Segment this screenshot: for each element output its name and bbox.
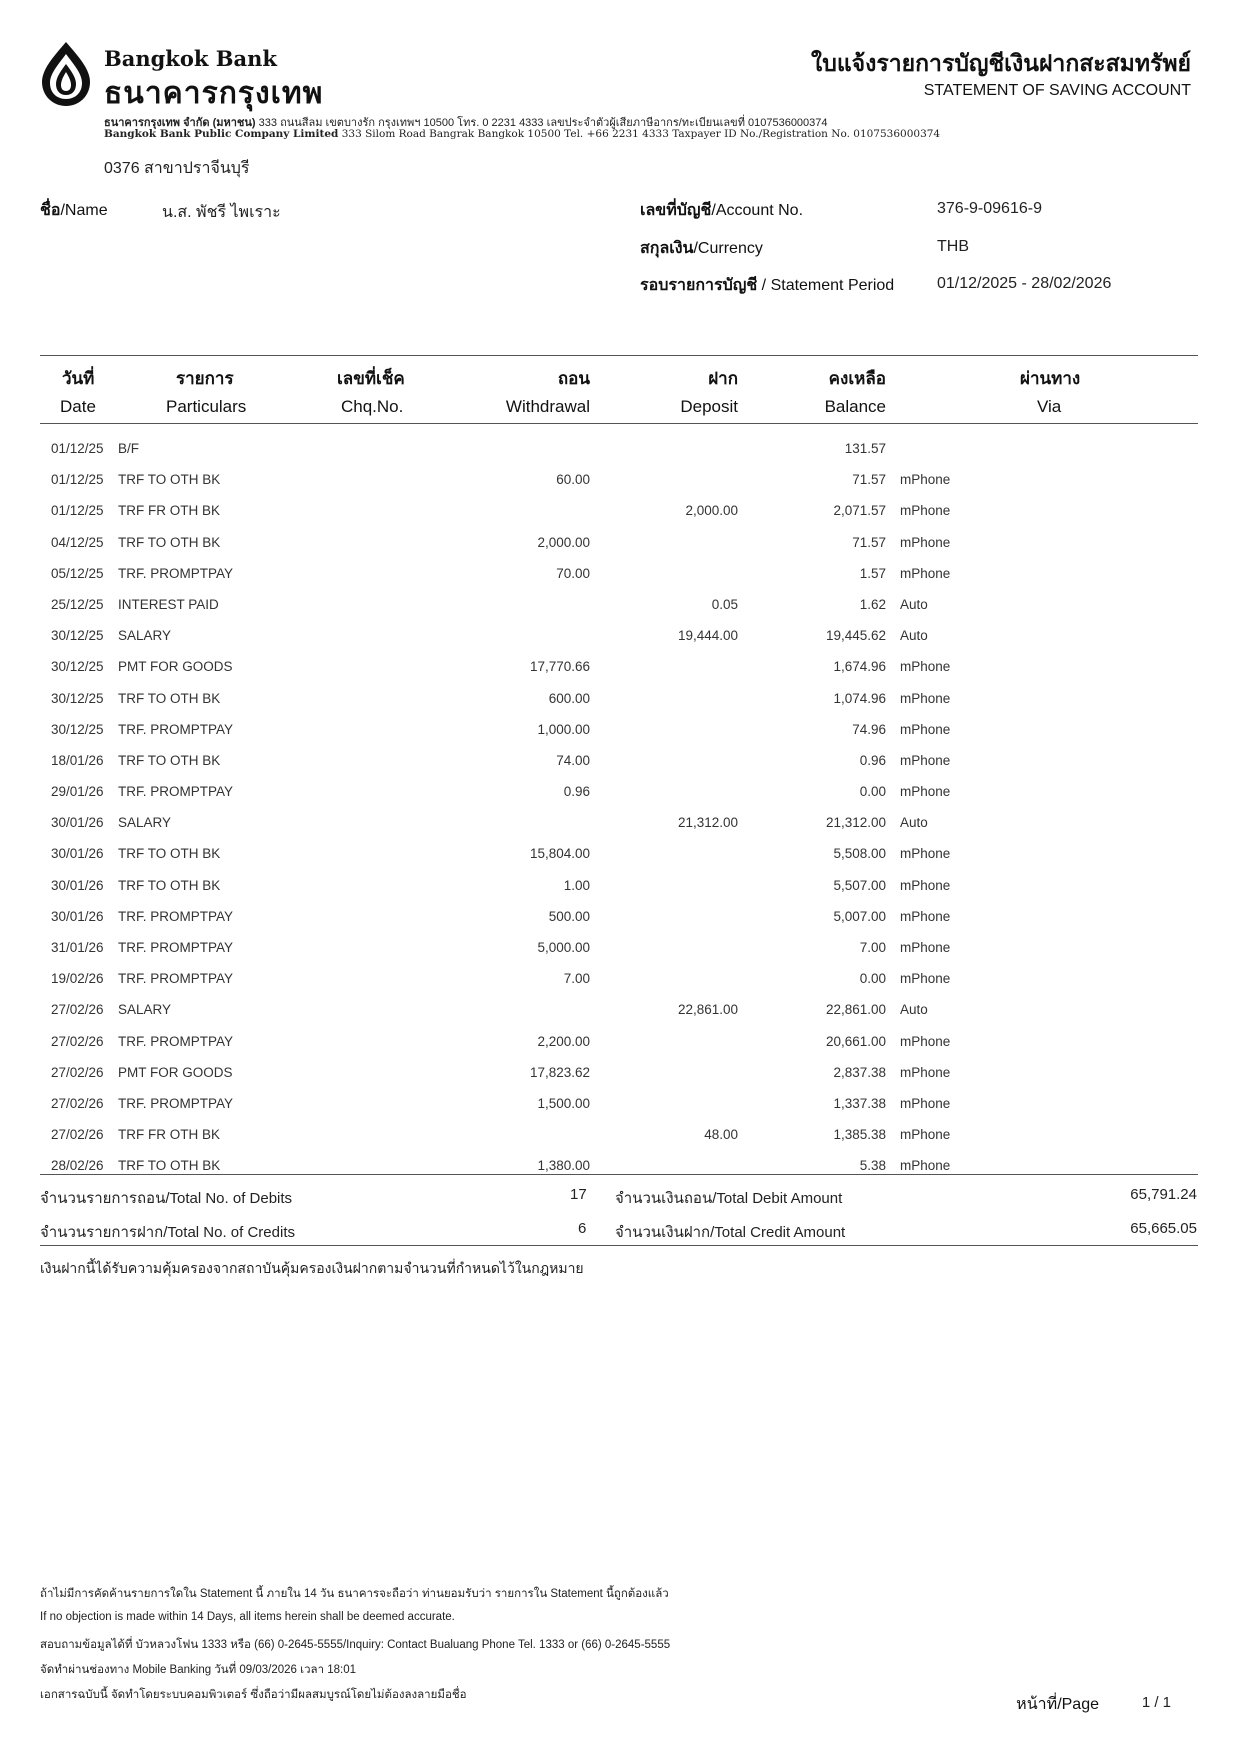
row-withdrawal: 15,804.00 xyxy=(529,846,590,862)
row-balance: 19,445.62 xyxy=(825,628,886,644)
debits-count-label: จำนวนรายการถอน/Total No. of Debits xyxy=(40,1190,293,1207)
row-withdrawal: 600.00 xyxy=(548,690,590,706)
period-label: รอบรายการบัญชี / Statement Period xyxy=(640,277,895,294)
account-no-label: เลขที่บัญชี/Account No. xyxy=(640,202,804,219)
row-via: Auto xyxy=(900,628,928,644)
row-particulars: TRF. PROMPTPAY xyxy=(118,1095,234,1111)
row-via: mPhone xyxy=(900,752,951,768)
table-row xyxy=(40,683,1198,714)
row-withdrawal: 17,770.66 xyxy=(529,659,590,675)
row-balance: 1,385.38 xyxy=(833,1127,886,1143)
table-row xyxy=(40,745,1198,776)
credits-count-label: จำนวนรายการฝาก/Total No. of Credits xyxy=(40,1224,295,1241)
table-row xyxy=(40,870,1198,901)
row-particulars: TRF TO OTH BK xyxy=(118,690,221,706)
row-deposit: 2,000.00 xyxy=(685,503,738,519)
table-row xyxy=(40,838,1198,869)
row-particulars: TRF. PROMPTPAY xyxy=(118,565,234,581)
table-row xyxy=(40,651,1198,682)
table-row xyxy=(40,433,1198,464)
credit-amount: 65,665.05 xyxy=(1130,1220,1197,1237)
row-particulars: B/F xyxy=(118,441,140,456)
statement-period: 01/12/2025 - 28/02/2026 xyxy=(937,275,1112,292)
currency-label: สกุลเงิน/Currency xyxy=(640,240,763,257)
row-date: 27/02/26 xyxy=(51,1033,104,1049)
footer-objection-en: If no objection is made within 14 Days, all items herein shall be deemed accurate. xyxy=(40,1611,455,1623)
page-label: หน้าที่/Page xyxy=(1016,1696,1099,1713)
account-no: 376-9-09616-9 xyxy=(937,200,1042,217)
deposit-protection-note: เงินฝากนี้ได้รับความคุ้มครองจากสถาบันคุ้มครองเงินฝากตามจำนวนที่กำหนดไว้ในกฎหมาย xyxy=(40,1260,584,1276)
row-balance: 71.57 xyxy=(852,472,886,488)
header-date-th: วันที่ xyxy=(62,369,95,388)
row-withdrawal: 7.00 xyxy=(563,971,590,987)
table-row xyxy=(40,1057,1198,1088)
table-bottom-rule xyxy=(40,1174,1198,1175)
row-balance: 131.57 xyxy=(844,441,886,456)
row-balance: 0.96 xyxy=(859,752,886,768)
row-particulars: TRF. PROMPTPAY xyxy=(118,971,234,987)
row-particulars: TRF TO OTH BK xyxy=(118,1158,221,1174)
row-withdrawal: 1.00 xyxy=(563,877,590,893)
table-row xyxy=(40,527,1198,558)
row-date: 30/01/26 xyxy=(51,908,104,924)
row-via: mPhone xyxy=(900,1064,951,1080)
footer-inquiry: สอบถามข้อมูลได้ที่ บัวหลวงโฟน 1333 หรือ (66) 0-2645-5555/Inquiry: Contact Bualuang Phone Tel. 1333 or (66) 0-2645-5555 xyxy=(40,1639,671,1651)
table-row xyxy=(40,807,1198,838)
row-date: 27/02/26 xyxy=(51,1064,104,1080)
header-withdrawal-th: ถอน xyxy=(557,369,590,388)
row-particulars: SALARY xyxy=(118,815,172,831)
debits-count: 17 xyxy=(570,1186,587,1203)
row-deposit: 48.00 xyxy=(704,1127,738,1143)
table-row xyxy=(40,776,1198,807)
lotus-logo-icon xyxy=(40,40,92,108)
header-balance-en: Balance xyxy=(824,397,886,416)
row-particulars: TRF FR OTH BK xyxy=(118,1127,220,1143)
name-label: ชื่อ/Name xyxy=(40,202,108,219)
row-balance: 5.38 xyxy=(859,1158,886,1174)
row-particulars: TRF. PROMPTPAY xyxy=(118,784,234,800)
row-particulars: TRF. PROMPTPAY xyxy=(118,1033,234,1049)
row-via: mPhone xyxy=(900,503,951,519)
row-via: Auto xyxy=(900,1002,928,1018)
table-row xyxy=(40,1088,1198,1119)
table-header-rule xyxy=(40,423,1198,424)
row-date: 30/12/25 xyxy=(51,659,104,675)
footer-computer-generated: เอกสารฉบับนี้ จัดทำโดยระบบคอมพิวเตอร์ ซึ่งถือว่ามีผลสมบูรณ์โดยไม่ต้องลงลายมือชื่อ xyxy=(40,1689,467,1701)
account-holder-name: น.ส. พัชรี ไพเราะ xyxy=(162,204,281,221)
row-date: 30/12/25 xyxy=(51,690,104,706)
row-via: mPhone xyxy=(900,971,951,987)
bank-name-en: Bangkok Bank xyxy=(104,46,277,71)
row-via: mPhone xyxy=(900,659,951,675)
row-particulars: INTEREST PAID xyxy=(118,596,219,612)
branch: 0376 สาขาปราจีนบุรี xyxy=(104,160,250,177)
table-row xyxy=(40,1026,1198,1057)
row-date: 27/02/26 xyxy=(51,1127,104,1143)
row-withdrawal: 74.00 xyxy=(556,752,590,768)
row-date: 27/02/26 xyxy=(51,1095,104,1111)
credit-amount-label: จำนวนเงินฝาก/Total Credit Amount xyxy=(615,1224,846,1241)
debit-amount: 65,791.24 xyxy=(1130,1186,1197,1203)
row-balance: 1,337.38 xyxy=(833,1095,886,1111)
header-deposit-th: ฝาก xyxy=(708,369,738,388)
row-via: mPhone xyxy=(900,1095,951,1111)
table-row xyxy=(40,932,1198,963)
row-balance: 7.00 xyxy=(859,940,886,955)
row-via: mPhone xyxy=(900,877,951,893)
row-via: mPhone xyxy=(900,565,951,581)
table-row xyxy=(40,901,1198,932)
row-balance: 20,661.00 xyxy=(825,1033,886,1049)
document-title-en: STATEMENT OF SAVING ACCOUNT xyxy=(923,82,1191,99)
row-via: mPhone xyxy=(900,472,951,488)
row-via: Auto xyxy=(900,815,928,831)
row-balance: 2,071.57 xyxy=(833,503,886,519)
row-date: 31/01/26 xyxy=(51,940,104,955)
bank-logo xyxy=(40,40,360,110)
header-particulars-en: Particulars xyxy=(166,397,247,416)
header-chq-th: เลขที่เช็ค xyxy=(337,369,405,388)
row-via: mPhone xyxy=(900,908,951,924)
summary-bottom-rule xyxy=(40,1245,1198,1246)
row-date: 28/02/26 xyxy=(51,1158,104,1174)
header-withdrawal-en: Withdrawal xyxy=(505,397,590,416)
row-particulars: TRF TO OTH BK xyxy=(118,752,221,768)
row-withdrawal: 2,000.00 xyxy=(537,534,590,550)
header-via-en: Via xyxy=(1037,397,1062,416)
row-via: mPhone xyxy=(900,721,951,737)
row-deposit: 21,312.00 xyxy=(677,815,738,831)
row-withdrawal: 70.00 xyxy=(556,565,590,581)
row-via: mPhone xyxy=(900,1033,951,1049)
row-balance: 2,837.38 xyxy=(833,1064,886,1080)
row-particulars: TRF. PROMPTPAY xyxy=(118,908,234,924)
row-via: mPhone xyxy=(900,690,951,706)
row-via: Auto xyxy=(900,596,928,612)
row-date: 01/12/25 xyxy=(51,441,104,456)
row-balance: 5,507.00 xyxy=(833,877,886,893)
page-number: 1 / 1 xyxy=(1141,1694,1171,1711)
row-balance: 21,312.00 xyxy=(825,815,886,831)
row-via: mPhone xyxy=(900,1127,951,1143)
row-particulars: TRF TO OTH BK xyxy=(118,472,221,488)
table-row xyxy=(40,714,1198,745)
row-date: 19/02/26 xyxy=(51,971,104,987)
row-balance: 74.96 xyxy=(852,721,886,737)
row-particulars: TRF FR OTH BK xyxy=(118,503,220,519)
bank-name-th: ธนาคารกรุงเทพ xyxy=(104,77,324,110)
row-deposit: 19,444.00 xyxy=(677,628,738,644)
row-via: mPhone xyxy=(900,1158,951,1174)
row-withdrawal: 0.96 xyxy=(563,784,590,800)
row-date: 18/01/26 xyxy=(51,752,104,768)
row-balance: 1.62 xyxy=(859,596,886,612)
row-balance: 5,508.00 xyxy=(833,846,886,862)
header-particulars-th: รายการ xyxy=(176,369,234,388)
table-row xyxy=(40,620,1198,651)
debit-amount-label: จำนวนเงินถอน/Total Debit Amount xyxy=(615,1190,843,1207)
row-date: 30/12/25 xyxy=(51,628,104,644)
row-balance: 1,674.96 xyxy=(833,659,886,675)
table-row xyxy=(40,1150,1198,1181)
row-via: mPhone xyxy=(900,784,951,800)
row-date: 04/12/25 xyxy=(51,534,104,550)
bank-address-en xyxy=(104,128,940,140)
bank-address-th-text: 333 ถนนสีลม เขตบางรัก กรุงเทพฯ 10500 โทร. 0 2231 4333 เลขประจำตัวผู้เสียภาษีอากร/ทะเบียนเลขที่ 0107536000374 xyxy=(258,117,828,129)
header-deposit-en: Deposit xyxy=(680,397,738,416)
row-balance: 1,074.96 xyxy=(833,690,886,706)
header-balance-th: คงเหลือ xyxy=(828,369,886,388)
table-row xyxy=(40,994,1198,1025)
table-top-rule xyxy=(40,355,1198,356)
header-chq-en: Chq.No. xyxy=(341,397,404,416)
table-row xyxy=(40,558,1198,589)
bank-address-en-text: 333 Silom Road Bangrak Bangkok 10500 Tel. +66 2231 4333 Taxpayer ID No./Registration No. 0107536000374 xyxy=(341,128,941,140)
document-title-th: ใบแจ้งรายการบัญชีเงินฝากสะสมทรัพย์ xyxy=(811,50,1191,76)
row-particulars: PMT FOR GOODS xyxy=(118,1064,233,1080)
row-balance: 1.57 xyxy=(859,565,886,581)
footer-objection-th: ถ้าไม่มีการคัดค้านรายการใดใน Statement นี้ ภายใน 14 วัน ธนาคารจะถือว่า ท่านยอมรับว่า รายการใน Statement นี้ถูกต้องแล้ว xyxy=(40,1588,669,1600)
row-date: 30/01/26 xyxy=(51,815,104,831)
row-particulars: TRF. PROMPTPAY xyxy=(118,721,234,737)
row-date: 01/12/25 xyxy=(51,472,104,488)
row-withdrawal: 1,500.00 xyxy=(537,1095,590,1111)
table-row xyxy=(40,589,1198,620)
row-particulars: TRF TO OTH BK xyxy=(118,846,221,862)
row-particulars: PMT FOR GOODS xyxy=(118,659,233,675)
row-deposit: 22,861.00 xyxy=(677,1002,738,1018)
footer-generated: จัดทำผ่านช่องทาง Mobile Banking วันที่ 09/03/2026 เวลา 18:01 xyxy=(40,1664,357,1676)
transaction-rows xyxy=(40,433,1198,1182)
row-via: mPhone xyxy=(900,940,951,955)
row-withdrawal: 60.00 xyxy=(556,472,590,488)
header-via-th: ผ่านทาง xyxy=(1020,369,1081,388)
row-particulars: TRF TO OTH BK xyxy=(118,534,221,550)
header-date-en: Date xyxy=(60,397,96,416)
row-particulars: SALARY xyxy=(118,628,172,644)
row-via: mPhone xyxy=(900,534,951,550)
row-particulars: SALARY xyxy=(118,1002,172,1018)
row-date: 01/12/25 xyxy=(51,503,104,519)
row-particulars: TRF. PROMPTPAY xyxy=(118,940,234,955)
row-balance: 5,007.00 xyxy=(833,908,886,924)
row-balance: 0.00 xyxy=(859,971,886,987)
row-balance: 0.00 xyxy=(859,784,886,800)
currency: THB xyxy=(937,238,969,255)
row-date: 29/01/26 xyxy=(51,784,104,800)
row-withdrawal: 2,200.00 xyxy=(537,1033,590,1049)
row-date: 25/12/25 xyxy=(51,596,104,612)
bank-legal-name-th: ธนาคารกรุงเทพ จำกัด (มหาชน) xyxy=(104,117,256,129)
table-row xyxy=(40,1119,1198,1150)
row-via: mPhone xyxy=(900,846,951,862)
row-withdrawal: 1,000.00 xyxy=(537,721,590,737)
row-balance: 22,861.00 xyxy=(825,1002,886,1018)
row-date: 30/01/26 xyxy=(51,877,104,893)
table-row xyxy=(40,495,1198,526)
row-withdrawal: 5,000.00 xyxy=(537,940,590,955)
row-balance: 71.57 xyxy=(852,534,886,550)
table-row xyxy=(40,464,1198,495)
bank-legal-name-en: Bangkok Bank Public Company Limited xyxy=(104,128,339,140)
table-row xyxy=(40,963,1198,994)
credits-count: 6 xyxy=(578,1220,587,1237)
row-deposit: 0.05 xyxy=(711,596,738,612)
row-withdrawal: 17,823.62 xyxy=(529,1064,590,1080)
row-date: 30/01/26 xyxy=(51,846,104,862)
row-particulars: TRF TO OTH BK xyxy=(118,877,221,893)
row-withdrawal: 500.00 xyxy=(548,908,590,924)
row-date: 27/02/26 xyxy=(51,1002,104,1018)
row-date: 05/12/25 xyxy=(51,565,104,581)
row-date: 30/12/25 xyxy=(51,721,104,737)
row-withdrawal: 1,380.00 xyxy=(537,1158,590,1174)
